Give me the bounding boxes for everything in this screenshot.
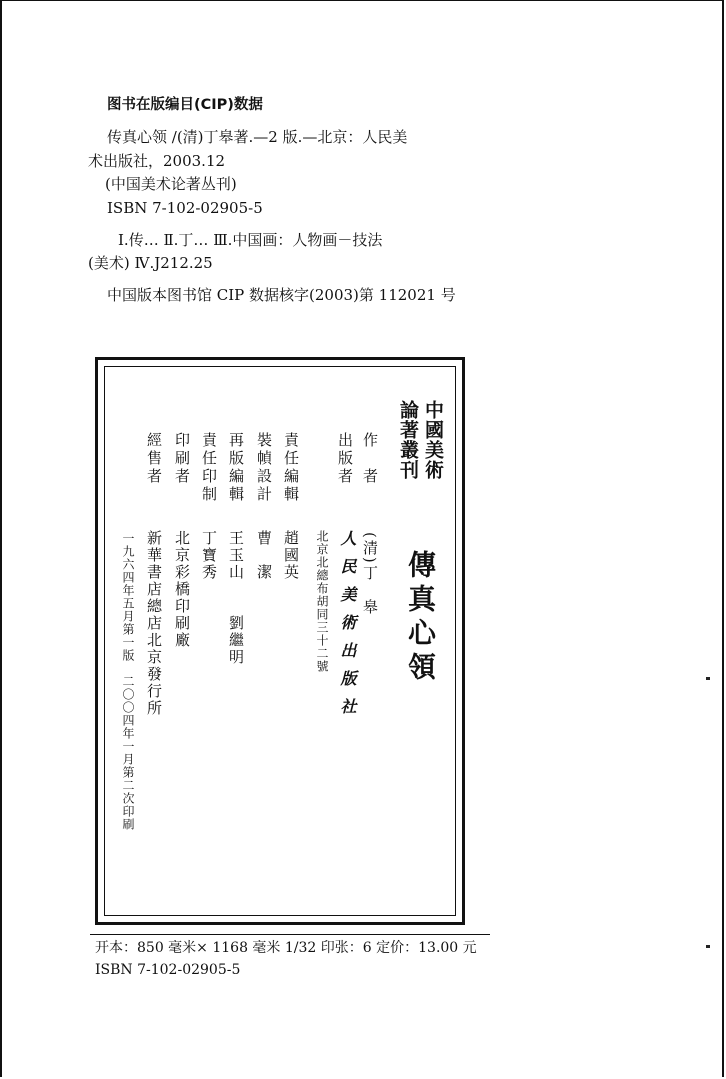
colophon-isbn: ISBN 7-102-02905-5: [95, 962, 241, 978]
cip-isbn-line: ISBN 7-102-02905-5: [107, 199, 263, 217]
credit-value-author: (清)丁 皋: [361, 532, 379, 616]
cip-record-number: 中国版本图书馆 CIP 数据核字(2003)第 112021 号: [107, 286, 456, 304]
credit-value-printer: 北京彩橋印刷廠: [173, 530, 191, 649]
credit-role-reissue-editor: 再版編輯: [227, 432, 245, 504]
credit-value-print-supervisor: 丁寶秀: [200, 530, 218, 581]
edition-history: 一九六四年五月第一版 二〇〇四年一月第二次印刷: [121, 532, 135, 831]
credit-role-editor: 責任編輯: [282, 432, 300, 504]
cip-publisher-line: 术出版社，2003.12: [88, 152, 226, 170]
credit-role-publisher: 出版者: [336, 432, 354, 486]
credit-role-designer: 裝幀設計: [255, 432, 273, 504]
format-price-line: 开本：850 毫米× 1168 毫米 1/32 印张：6 定价：13.00 元: [95, 940, 477, 956]
colophon-rule: [90, 934, 490, 935]
credit-value-publisher: 人民美術出版社: [338, 530, 357, 726]
scan-speck: [706, 945, 710, 948]
series-title-line-2: 論著叢刊: [397, 400, 419, 480]
credit-value-reissue-editors: 王玉山 劉繼明: [227, 530, 245, 666]
cip-series-line: (中国美术论著丛刊): [105, 175, 237, 193]
credit-role-printer: 印刷者: [173, 432, 191, 486]
book-title: 傳真心領: [404, 550, 437, 686]
cip-classification-line: (美术) Ⅳ.J212.25: [88, 254, 213, 272]
cip-subject-line: Ⅰ.传… Ⅱ.丁… Ⅲ.中国画：人物画－技法: [118, 231, 383, 249]
credit-role-print-supervisor: 責任印制: [200, 432, 218, 504]
cip-heading: 图书在版编目(CIP)数据: [107, 97, 263, 113]
cip-entry-line: 传真心领 /(清)丁皋著.—2 版.—北京：人民美: [107, 128, 408, 146]
credit-role-author: 作 者: [361, 432, 379, 486]
credit-value-distributor: 新華書店總店北京發行所: [145, 530, 163, 717]
credit-publisher-address: 北京北總布胡同三十二號: [315, 530, 329, 673]
credit-role-distributor: 經售者: [145, 432, 163, 486]
scan-speck: [706, 677, 710, 680]
credit-value-editor: 趙國英: [282, 530, 300, 581]
series-title-line-1: 中國美術: [422, 400, 444, 480]
credit-value-designer: 曹 潔: [255, 530, 273, 581]
